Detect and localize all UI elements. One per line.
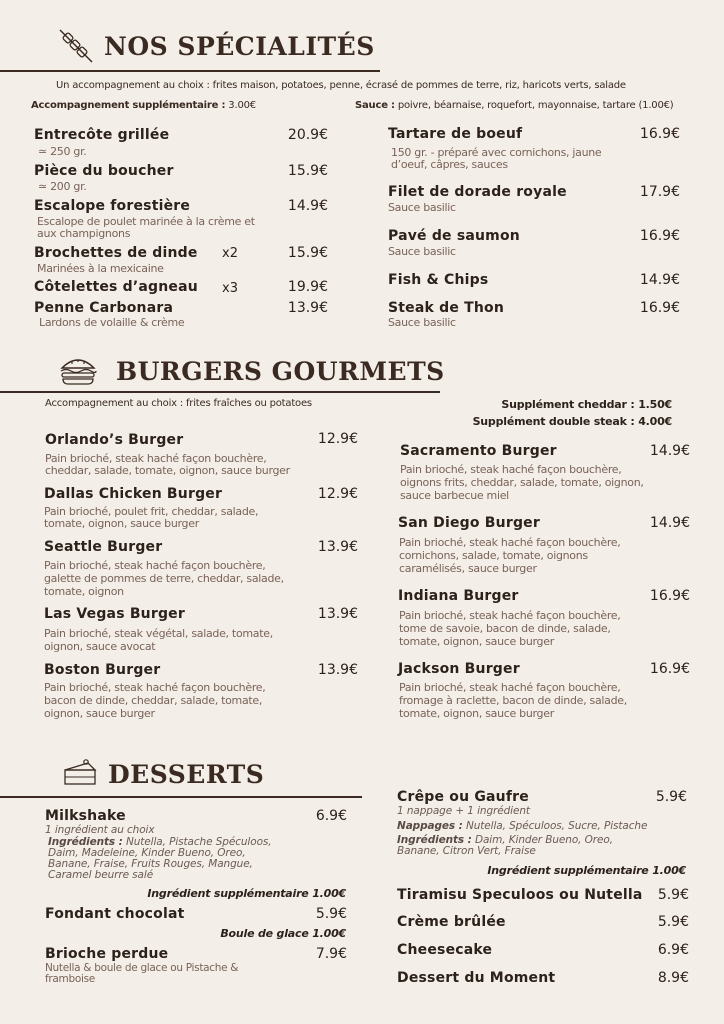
section-divider [0,391,440,393]
item-price: 13.9€ [317,539,358,555]
item-description: Caramel beurre salé [48,869,154,881]
item-price: 15.9€ [287,163,328,179]
burger-icon [58,354,98,386]
item-name: Crêpe ou Gaufre [397,789,529,805]
item-description: Nutella & boule de glace ou Pistache & [45,962,239,974]
item-price: 20.9€ [287,127,328,143]
item-price: 5.9€ [655,789,687,805]
ingredients-label: Ingrédients : [397,834,472,846]
item-quantity: x3 [222,281,238,296]
item-name: Las Vegas Burger [44,606,185,622]
item-description: fromage à raclette, bacon de dinde, salade, [399,694,627,707]
item-name: Escalope forestière [34,198,191,214]
item-name: Indiana Burger [398,588,519,604]
item-price: 16.9€ [649,661,690,677]
item-description: cornichons, salade, tomate, oignons [399,549,588,562]
item-price: 13.9€ [287,300,328,316]
item-description: ≃ 200 gr. [38,180,87,193]
item-description: sauce barbecue miel [400,489,509,502]
item-description: Pain brioché, steak haché façon bouchère, [44,681,266,694]
item-price: 5.9€ [657,887,689,903]
extra-side-label: Accompagnement supplémentaire : [31,100,226,111]
cake-icon [62,758,98,788]
item-description: caramélisés, sauce burger [399,562,537,575]
item-description [397,821,647,832]
item-price: 17.9€ [639,184,680,200]
item-price: 14.9€ [649,515,690,531]
item-name: Steak de Thon [388,300,504,316]
item-name: Jackson Burger [398,661,520,677]
item-name: Fish & Chips [388,272,489,288]
sauce-label: Sauce : [355,100,395,111]
supplement-note: Boule de glace 1.00€ [220,927,346,940]
item-description: ≃ 250 gr. [38,145,87,158]
extra-side-price: 3.00€ [228,100,256,111]
item-name: Seattle Burger [44,539,163,555]
item-price: 14.9€ [649,443,690,459]
section-divider [0,70,380,72]
item-price: 16.9€ [639,300,680,316]
ingredients-list: Daim, Kinder Bueno, Oreo, [474,834,613,846]
item-name: Fondant chocolat [45,906,185,922]
item-description: Pain brioché, steak haché façon bouchère, [400,463,622,476]
item-description: d’oeuf, câpres, sauces [391,158,508,171]
item-name: Filet de dorade royale [388,184,567,200]
item-description: framboise [45,973,95,985]
item-name: Dallas Chicken Burger [44,486,223,502]
item-price: 13.9€ [317,662,358,678]
sauce-note [355,100,674,111]
item-description: Pain brioché, steak végétal, salade, tomate, [44,627,273,640]
item-price: 19.9€ [287,279,328,295]
item-description: tome de savoie, bacon de dinde, salade, [399,622,611,635]
item-name: Tiramisu Speculoos ou Nutella [397,887,643,903]
item-price: 5.9€ [315,906,347,922]
item-price: 12.9€ [317,486,358,502]
item-name: Dessert du Moment [397,970,556,986]
supplement-note: Ingrédient supplémentaire 1.00€ [487,864,686,877]
item-name: Boston Burger [44,662,161,678]
item-description: Pain brioché, steak haché façon bouchère, [399,609,621,622]
item-name: Penne Carbonara [34,300,174,316]
section-title-desserts: DESSERTS [108,760,265,789]
item-description: Sauce basilic [388,201,456,214]
item-price: 16.9€ [639,228,680,244]
item-description: 1 ingrédient au choix [45,824,155,836]
item-name: Entrecôte grillée [34,127,170,143]
item-description: oignon, sauce avocat [44,640,156,653]
item-description: tomate, oignon, sauce burger [44,517,199,530]
item-price: 7.9€ [315,946,347,962]
item-description: Lardons de volaille & crème [39,316,185,329]
item-description: 1 nappage + 1 ingrédient [397,805,530,817]
item-description: Banane, Citron Vert, Fraise [397,845,536,857]
item-name: Cheesecake [397,942,493,958]
item-name: Crème brûlée [397,914,506,930]
item-description: Pain brioché, steak haché façon bouchère, [399,536,621,549]
item-price: 14.9€ [639,272,680,288]
item-name: San Diego Burger [398,515,540,531]
item-description: Pain brioché, steak haché façon bouchère, [45,452,267,465]
item-name: Pavé de saumon [388,228,520,244]
accompaniment-note: Un accompagnement au choix : frites maison, potatoes, penne, écrasé de pommes de terre, riz, haricots verts, salade [56,80,626,91]
toppings-label: Nappages : [397,820,463,832]
item-name: Orlando’s Burger [45,432,184,448]
item-description: tomate, oignon [44,585,124,598]
extra-side-note [31,100,256,111]
skewer-icon [56,26,96,66]
item-description: oignon, sauce burger [44,707,155,720]
item-price: 16.9€ [649,588,690,604]
item-description: 150 gr. - préparé avec cornichons, jaune [391,146,602,159]
item-price: 6.9€ [657,942,689,958]
item-description: bacon de dinde, cheddar, salade, tomate, [44,694,263,707]
item-name: Brioche perdue [45,946,169,962]
supplement-note: Supplément cheddar : 1.50€ [501,398,672,411]
item-price: 5.9€ [657,914,689,930]
item-price: 16.9€ [639,126,680,142]
item-name: Brochettes de dinde [34,245,198,261]
toppings-list: Nutella, Spéculoos, Sucre, Pistache [465,820,648,832]
accompaniment-note: Accompagnement au choix : frites fraîches ou potatoes [45,398,312,409]
item-description: tomate, oignon, sauce burger [399,635,554,648]
item-name: Pièce du boucher [34,163,174,179]
section-title-specialites: NOS SPÉCIALITÉS [104,32,375,61]
item-name: Côtelettes d’agneau [34,279,198,295]
item-name: Tartare de boeuf [388,126,523,142]
item-price: 14.9€ [287,198,328,214]
supplement-note: Supplément double steak : 4.00€ [472,415,672,428]
item-description: Pain brioché, steak haché façon bouchère, [44,559,266,572]
supplement-note: Ingrédient supplémentaire 1.00€ [147,887,346,900]
item-description: Sauce basilic [388,245,456,258]
item-price: 8.9€ [657,970,689,986]
item-quantity: x2 [222,246,238,261]
item-description: Sauce basilic [388,316,456,329]
item-name: Sacramento Burger [400,443,557,459]
item-description: Pain brioché, poulet frit, cheddar, salade, [44,505,259,518]
item-name: Milkshake [45,808,126,824]
item-price: 15.9€ [287,245,328,261]
item-price: 12.9€ [317,431,358,447]
item-description: galette de pommes de terre, cheddar, salade, [44,572,284,585]
item-description: Marinées à la mexicaine [37,262,164,275]
item-description: Banane, Fraise, Fruits Rouges, Mangue, [48,858,253,870]
item-price: 13.9€ [317,606,358,622]
item-description: cheddar, salade, tomate, oignon, sauce burger [45,464,290,477]
section-divider [0,796,362,798]
section-title-burgers: BURGERS GOURMETS [116,357,445,386]
item-price: 6.9€ [315,808,347,824]
ingredients-list: Nutella, Pistache Spéculoos, [125,836,272,848]
item-description: Pain brioché, steak haché façon bouchère, [399,681,621,694]
item-description: Escalope de poulet marinée à la crème et [37,215,255,228]
ingredients-label: Ingrédients : [48,836,123,848]
item-description: tomate, oignon, sauce burger [399,707,554,720]
item-description: Daim, Madeleine, Kinder Bueno, Oreo, [48,847,246,859]
sauce-list: poivre, béarnaise, roquefort, mayonnaise, tartare (1.00€) [397,100,674,111]
item-description: aux champignons [37,227,131,240]
item-description: oignons frits, cheddar, salade, tomate, oignon, [400,476,644,489]
